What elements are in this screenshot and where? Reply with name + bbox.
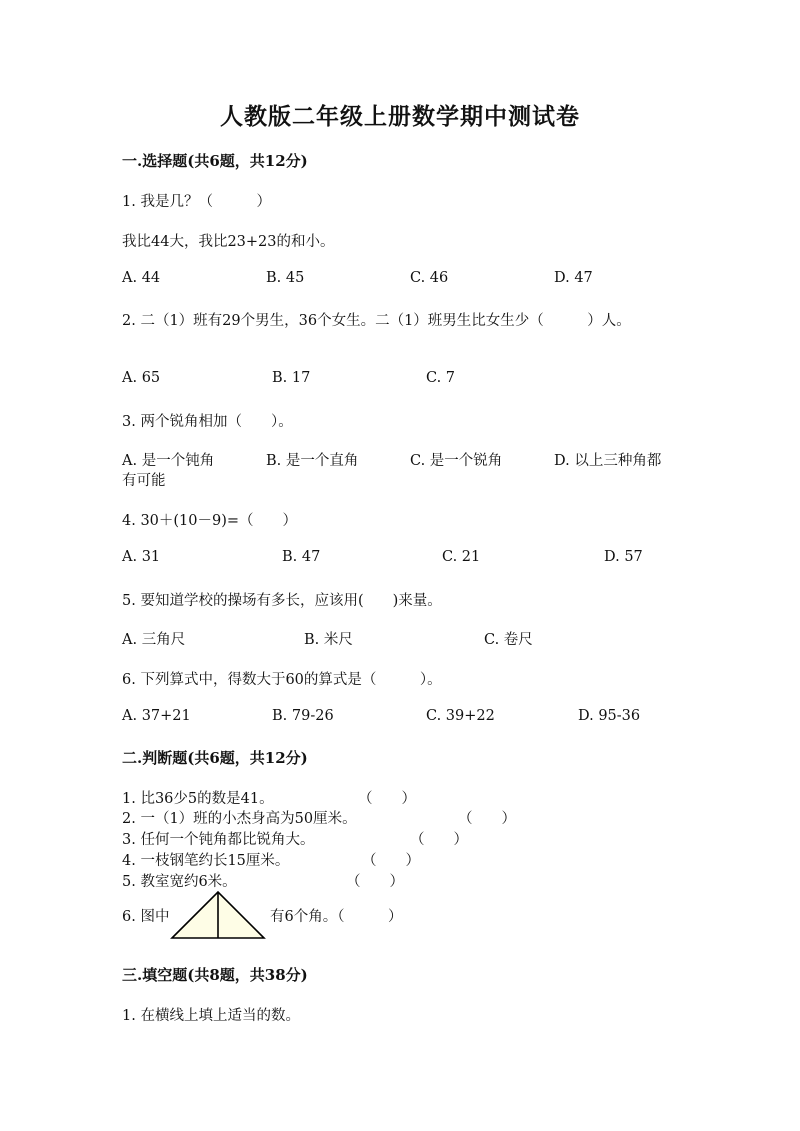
q4-option-b: B. 47 bbox=[282, 549, 321, 565]
q2-option-a: A. 65 bbox=[122, 370, 161, 386]
q4-stem: 4. 30＋(10－9)=（ ） bbox=[122, 513, 298, 529]
judge-item-6-suffix: 有6个角。（ ） bbox=[270, 909, 403, 925]
q1-option-d: D. 47 bbox=[554, 270, 593, 286]
q6-option-d: D. 95-36 bbox=[578, 708, 641, 724]
judge-item-2-paren: （ ） bbox=[458, 811, 516, 827]
page-title: 人教版二年级上册数学期中测试卷 bbox=[220, 103, 580, 130]
q1-stem: 1. 我是几？（ ） bbox=[122, 194, 271, 210]
q6-stem: 6. 下列算式中，得数大于60的算式是（ ）。 bbox=[122, 672, 442, 688]
judge-item-6-prefix: 6. 图中 bbox=[122, 909, 170, 925]
section-heading-choice: 一.选择题(共6题，共12分) bbox=[122, 152, 308, 170]
judge-item-4: 4. 一枝钢笔约长15厘米。 bbox=[122, 853, 290, 869]
section-heading-judgment: 二.判断题(共6题，共12分) bbox=[122, 749, 308, 767]
q1-option-c: C. 46 bbox=[410, 270, 449, 286]
judge-item-2: 2. 一（1）班的小杰身高为50厘米。 bbox=[122, 811, 357, 827]
q3-option-b: B. 是一个直角 bbox=[266, 453, 359, 469]
judge-item-3: 3. 任何一个钝角都比锐角大。 bbox=[122, 832, 315, 848]
q6-option-c: C. 39+22 bbox=[426, 708, 495, 724]
q4-option-d: D. 57 bbox=[604, 549, 643, 565]
fill-q1-stem: 1. 在横线上填上适当的数。 bbox=[122, 1008, 300, 1024]
judge-item-4-paren: （ ） bbox=[362, 853, 420, 869]
q5-option-c: C. 卷尺 bbox=[484, 632, 533, 648]
q1-option-a: A. 44 bbox=[122, 270, 161, 286]
q3-option-d: D. 以上三种角都 bbox=[554, 453, 662, 469]
q2-option-c: C. 7 bbox=[426, 370, 456, 386]
judge-item-5: 5. 教室宽约6米。 bbox=[122, 874, 237, 890]
q3-option-d-wrap: 有可能 bbox=[122, 473, 166, 489]
q6-option-a: A. 37+21 bbox=[122, 708, 191, 724]
q5-option-a: A. 三角尺 bbox=[122, 632, 186, 648]
q5-option-b: B. 米尺 bbox=[304, 632, 353, 648]
q3-option-c: C. 是一个锐角 bbox=[410, 453, 503, 469]
q4-option-c: C. 21 bbox=[442, 549, 481, 565]
q1-subtext: 我比44大，我比23+23的和小。 bbox=[122, 234, 335, 250]
q3-stem: 3. 两个锐角相加（ ）。 bbox=[122, 414, 293, 430]
triangle-figure bbox=[170, 890, 268, 940]
q5-stem: 5. 要知道学校的操场有多长，应该用( )来量。 bbox=[122, 593, 442, 609]
judge-item-1: 1. 比36少5的数是41。 bbox=[122, 791, 274, 807]
q6-option-b: B. 79-26 bbox=[272, 708, 334, 724]
section-heading-fill: 三.填空题(共8题，共38分) bbox=[122, 966, 308, 984]
q4-option-a: A. 31 bbox=[122, 549, 161, 565]
judge-item-3-paren: （ ） bbox=[410, 832, 468, 848]
q1-option-b: B. 45 bbox=[266, 270, 305, 286]
q2-option-b: B. 17 bbox=[272, 370, 311, 386]
judge-item-1-paren: （ ） bbox=[358, 791, 416, 807]
judge-item-5-paren: （ ） bbox=[346, 874, 404, 890]
q3-option-a: A. 是一个钝角 bbox=[122, 453, 215, 469]
q2-stem: 2. 二（1）班有29个男生，36个女生。二（1）班男生比女生少（ ）人。 bbox=[122, 313, 631, 329]
